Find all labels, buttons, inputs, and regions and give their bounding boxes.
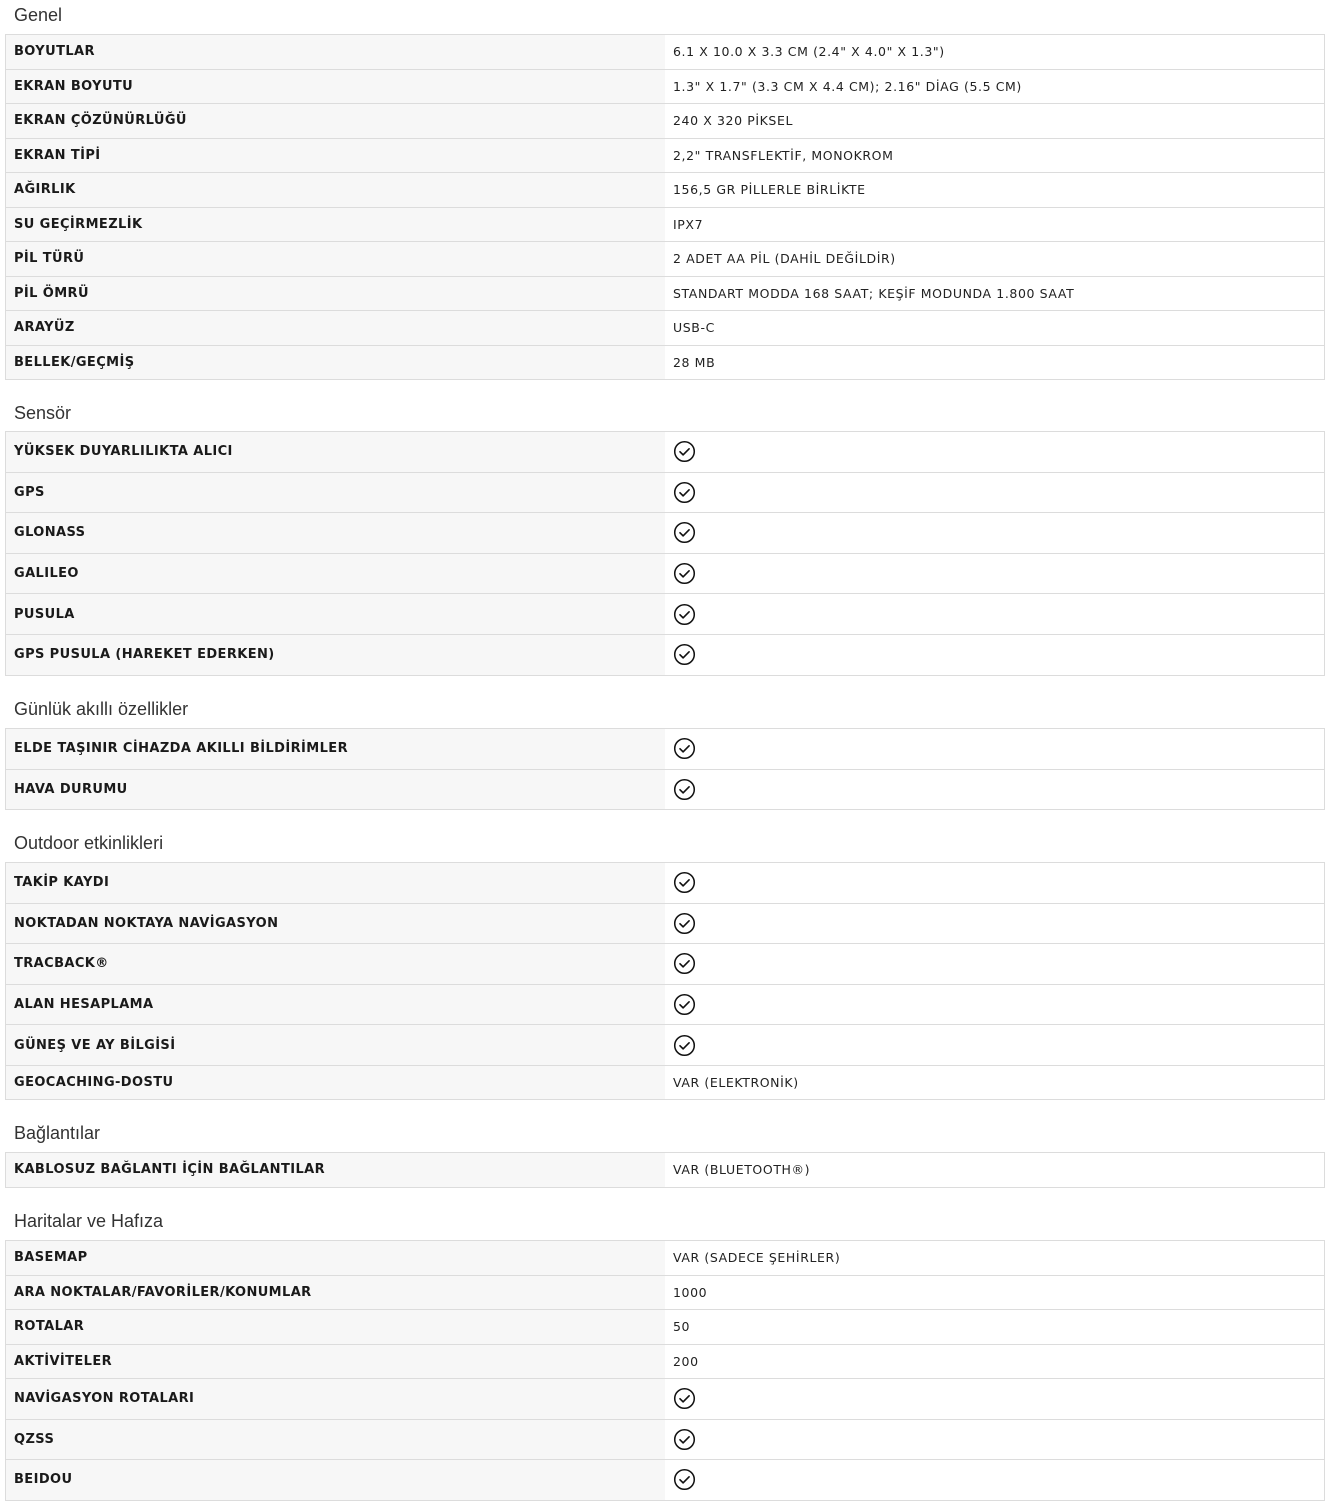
spec-table-haritalar-ve-hafiza — [5, 1240, 1325, 1501]
spec-label: PİL TÜRÜ — [6, 242, 665, 276]
check-circle-icon — [673, 481, 696, 504]
spec-row-boyutlar — [5, 35, 1325, 70]
spec-row-basemap — [5, 1241, 1325, 1276]
spec-label: AĞIRLIK — [6, 173, 665, 207]
check-circle-icon — [673, 952, 696, 975]
check-circle-icon — [673, 521, 696, 544]
spec-value: VAR (SADECE ŞEHİRLER) — [665, 1241, 1324, 1275]
spec-value-cell — [665, 770, 1324, 810]
spec-row-galileo — [5, 554, 1325, 595]
spec-label: BEIDOU — [6, 1460, 665, 1500]
spec-value-cell — [665, 473, 1324, 513]
spec-row-tracback — [5, 944, 1325, 985]
spec-value-cell — [665, 513, 1324, 553]
spec-label: GPS PUSULA (HAREKET EDERKEN) — [6, 635, 665, 675]
section-title-genel: Genel — [14, 5, 63, 25]
spec-label: BELLEK/GEÇMİŞ — [6, 346, 665, 380]
section-title-baglantilar: Bağlantılar — [14, 1123, 101, 1143]
spec-value: 1.3" X 1.7" (3.3 CM X 4.4 CM); 2.16" DİAG (5.5 CM) — [665, 70, 1324, 104]
spec-value-cell — [665, 944, 1324, 984]
spec-value: 1000 — [665, 1276, 1324, 1310]
spec-label: PUSULA — [6, 594, 665, 634]
check-circle-icon — [673, 737, 696, 760]
spec-value: VAR (BLUETOOTH®) — [665, 1153, 1324, 1187]
spec-value-cell — [665, 554, 1324, 594]
spec-row-aktiviteler — [5, 1345, 1325, 1380]
spec-row-pil-omru — [5, 277, 1325, 312]
check-circle-icon — [673, 871, 696, 894]
spec-label: NOKTADAN NOKTAYA NAVİGASYON — [6, 904, 665, 944]
spec-row-ara-noktalar-favoriler-konumlar — [5, 1276, 1325, 1311]
check-circle-icon — [673, 1034, 696, 1057]
spec-row-yuksek-duyarlilikta-alici — [5, 432, 1325, 473]
spec-row-geocaching-dostu — [5, 1066, 1325, 1101]
spec-value-cell — [665, 1460, 1324, 1500]
spec-table-genel — [5, 34, 1325, 380]
spec-label: GÜNEŞ VE AY BİLGİSİ — [6, 1025, 665, 1065]
spec-row-agirlik — [5, 173, 1325, 208]
spec-row-qzss — [5, 1420, 1325, 1461]
spec-table-baglantilar — [5, 1152, 1325, 1188]
spec-label: ARAYÜZ — [6, 311, 665, 345]
spec-value: 240 X 320 PİKSEL — [665, 104, 1324, 138]
spec-row-pil-turu — [5, 242, 1325, 277]
check-circle-icon — [673, 1428, 696, 1451]
spec-label: KABLOSUZ BAĞLANTI İÇİN BAĞLANTILAR — [6, 1153, 665, 1187]
spec-row-ekran-boyutu — [5, 70, 1325, 105]
spec-value: 50 — [665, 1310, 1324, 1344]
spec-row-su-gecirmezlik — [5, 208, 1325, 243]
spec-label: AKTİVİTELER — [6, 1345, 665, 1379]
spec-label: TAKİP KAYDI — [6, 863, 665, 903]
check-circle-icon — [673, 1468, 696, 1491]
spec-label: EKRAN BOYUTU — [6, 70, 665, 104]
spec-label: SU GEÇİRMEZLİK — [6, 208, 665, 242]
spec-row-gps — [5, 473, 1325, 514]
spec-row-bellek-gecmis — [5, 346, 1325, 381]
check-circle-icon — [673, 562, 696, 585]
spec-value: 6.1 X 10.0 X 3.3 CM (2.4" X 4.0" X 1.3") — [665, 35, 1324, 69]
spec-row-gunes-ve-ay-bilgisi — [5, 1025, 1325, 1066]
spec-label: EKRAN TİPİ — [6, 139, 665, 173]
spec-value: STANDART MODDA 168 SAAT; KEŞİF MODUNDA 1.800 SAAT — [665, 277, 1324, 311]
spec-label: GLONASS — [6, 513, 665, 553]
spec-value-cell — [665, 1420, 1324, 1460]
spec-row-arayuz — [5, 311, 1325, 346]
section-title-haritalar-ve-hafiza: Haritalar ve Hafıza — [14, 1211, 164, 1231]
section-title-sensor: Sensör — [14, 403, 72, 423]
check-circle-icon — [673, 778, 696, 801]
spec-label: ELDE TAŞINIR CİHAZDA AKILLI BİLDİRİMLER — [6, 729, 665, 769]
spec-label: PİL ÖMRÜ — [6, 277, 665, 311]
spec-table-sensor — [5, 431, 1325, 676]
spec-value-cell — [665, 985, 1324, 1025]
check-circle-icon — [673, 912, 696, 935]
spec-value-cell — [665, 1025, 1324, 1065]
spec-label: NAVİGASYON ROTALARI — [6, 1379, 665, 1419]
check-circle-icon — [673, 440, 696, 463]
spec-value-cell — [665, 594, 1324, 634]
spec-row-kablosuz-baglanti-icin-baglantilar — [5, 1153, 1325, 1188]
spec-label: ARA NOKTALAR/FAVORİLER/KONUMLAR — [6, 1276, 665, 1310]
check-circle-icon — [673, 643, 696, 666]
spec-value-cell — [665, 1379, 1324, 1419]
spec-row-ekran-cozunurlugu — [5, 104, 1325, 139]
spec-table-outdoor-etkinlikleri — [5, 862, 1325, 1100]
spec-row-beidou — [5, 1460, 1325, 1501]
spec-row-navigasyon-rotalari — [5, 1379, 1325, 1420]
spec-value-cell — [665, 729, 1324, 769]
check-circle-icon — [673, 993, 696, 1016]
spec-row-hava-durumu — [5, 770, 1325, 811]
spec-label: YÜKSEK DUYARLILIKTA ALICI — [6, 432, 665, 472]
spec-row-rotalar — [5, 1310, 1325, 1345]
spec-value: 2,2" TRANSFLEKTİF, MONOKROM — [665, 139, 1324, 173]
spec-value: IPX7 — [665, 208, 1324, 242]
spec-row-pusula — [5, 594, 1325, 635]
spec-table-gunluk-akilli-ozellikler — [5, 728, 1325, 810]
spec-label: ALAN HESAPLAMA — [6, 985, 665, 1025]
spec-label: EKRAN ÇÖZÜNÜRLÜĞÜ — [6, 104, 665, 138]
spec-value: USB-C — [665, 311, 1324, 345]
spec-row-noktadan-noktaya-navigasyon — [5, 904, 1325, 945]
section-title-gunluk-akilli-ozellikler: Günlük akıllı özellikler — [14, 699, 189, 719]
spec-value: 200 — [665, 1345, 1324, 1379]
spec-row-ekran-tipi — [5, 139, 1325, 174]
section-title-outdoor-etkinlikleri: Outdoor etkinlikleri — [14, 833, 164, 853]
spec-value: 2 ADET AA PİL (DAHİL DEĞİLDİR) — [665, 242, 1324, 276]
spec-label: QZSS — [6, 1420, 665, 1460]
spec-label: ROTALAR — [6, 1310, 665, 1344]
spec-value: VAR (ELEKTRONİK) — [665, 1066, 1324, 1100]
spec-row-glonass — [5, 513, 1325, 554]
spec-label: GEOCACHING-DOSTU — [6, 1066, 665, 1100]
spec-label: TRACBACK® — [6, 944, 665, 984]
spec-label: GPS — [6, 473, 665, 513]
spec-row-alan-hesaplama — [5, 985, 1325, 1026]
spec-value-cell — [665, 904, 1324, 944]
spec-value-cell — [665, 863, 1324, 903]
spec-label: BASEMAP — [6, 1241, 665, 1275]
spec-value: 28 MB — [665, 346, 1324, 380]
spec-row-takip-kaydi — [5, 863, 1325, 904]
spec-label: HAVA DURUMU — [6, 770, 665, 810]
spec-label: BOYUTLAR — [6, 35, 665, 69]
spec-value-cell — [665, 432, 1324, 472]
check-circle-icon — [673, 1387, 696, 1410]
spec-row-elde-tasinir-cihazda-akilli-bildirimler — [5, 729, 1325, 770]
spec-row-gps-pusula-hareket-ederken — [5, 635, 1325, 676]
check-circle-icon — [673, 603, 696, 626]
spec-value: 156,5 GR PİLLERLE BİRLİKTE — [665, 173, 1324, 207]
spec-label: GALILEO — [6, 554, 665, 594]
spec-value-cell — [665, 635, 1324, 675]
